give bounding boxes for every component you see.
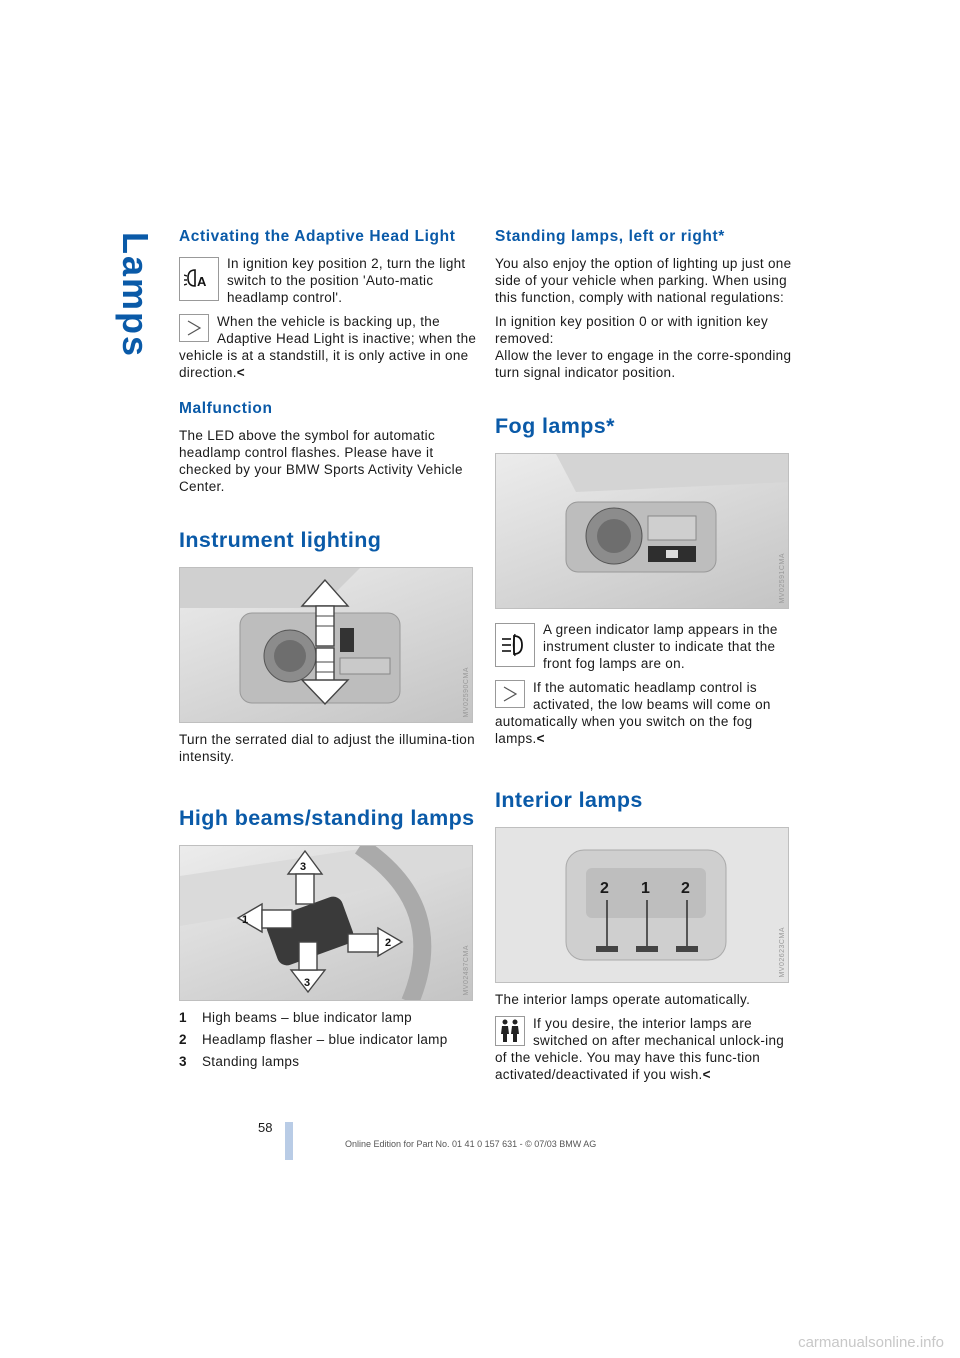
image-label: 2 xyxy=(681,880,690,897)
list-item: 3 Standing lamps xyxy=(179,1054,300,1069)
standing-text-1: You also enjoy the option of lighting up just one side of your vehicle when parking. When using this function, comply with national regulations: xyxy=(495,256,792,305)
adaptive-heading: Activating the Adaptive Head Light xyxy=(179,228,456,245)
svg-text:A: A xyxy=(197,274,207,289)
high-beams-list xyxy=(179,1009,477,1070)
end-mark: < xyxy=(236,365,245,380)
page-bar xyxy=(285,1122,293,1160)
arrow-label-3-top: 3 xyxy=(300,861,307,873)
side-tab xyxy=(112,232,156,359)
end-mark: < xyxy=(536,731,545,746)
malfunction-text: The LED above the symbol for automatic headlamp control flashes. Please have it checked by your BMW Sports Activity Vehicle Center. xyxy=(179,428,463,494)
fog-note: If the automatic headlamp control is activated, the low beams will come on automatically when you switch on the fog lamps. xyxy=(495,680,771,746)
left-column xyxy=(179,228,477,1075)
fog-lamp-icon xyxy=(495,623,535,667)
instrument-lighting-image xyxy=(179,567,473,723)
high-beams-section xyxy=(179,806,477,1070)
standing-heading: Standing lamps, left or right* xyxy=(495,228,725,245)
note-icon xyxy=(179,314,209,342)
interior-note: If you desire, the interior lamps are switched on after mechanical unlock-ing of the vehicle. You may have this func-tion activated/deactivated if you wish. xyxy=(495,1016,785,1082)
fog-text: A green indicator lamp appears in the instrument cluster to indicate that the front fog lamps are on. xyxy=(543,622,778,671)
watermark: carmanualsonline.info xyxy=(798,1334,944,1351)
malfunction-section xyxy=(179,400,477,495)
fog-lamps-image xyxy=(495,453,789,609)
image-code: MV02623CMA xyxy=(779,927,786,978)
instrument-section xyxy=(179,528,477,765)
arrow-label-1: 1 xyxy=(242,914,249,926)
adaptive-text: In ignition key position 2, turn the light switch to the position 'Auto-matic headlamp control'. xyxy=(227,256,466,305)
interior-section xyxy=(495,788,793,1083)
interior-heading: Interior lamps xyxy=(495,788,643,812)
image-label: 2 xyxy=(600,880,609,897)
arrow-label-2: 2 xyxy=(385,937,392,949)
malfunction-heading: Malfunction xyxy=(179,400,273,417)
instrument-text: Turn the serrated dial to adjust the illumina-tion intensity. xyxy=(179,732,475,764)
adaptive-note: When the vehicle is backing up, the Adaptive Head Light is inactive; when the vehicle is at a standstill, it is only active in one direction. xyxy=(179,314,477,380)
interior-text: The interior lamps operate automatically. xyxy=(495,992,751,1007)
high-beams-image xyxy=(179,845,473,1001)
standing-text-3: Allow the lever to engage in the corre-sponding turn signal indicator position. xyxy=(495,348,792,380)
standing-text-2: In ignition key position 0 or with ignition key removed: xyxy=(495,314,768,346)
right-column xyxy=(495,228,793,1090)
note-icon xyxy=(495,680,525,708)
list-item: 1 High beams – blue indicator lamp xyxy=(179,1010,412,1025)
interior-lamps-image xyxy=(495,827,789,983)
page-number: 58 xyxy=(258,1120,273,1135)
fog-heading: Fog lamps* xyxy=(495,414,615,438)
standing-section xyxy=(495,228,793,381)
end-mark: < xyxy=(702,1067,711,1082)
side-tab-label: Lamps xyxy=(115,232,156,359)
auto-headlamp-icon xyxy=(179,257,219,301)
adaptive-section xyxy=(179,228,477,388)
people-icon xyxy=(495,1016,525,1046)
image-code: MV02591CMA xyxy=(779,553,786,604)
fog-section xyxy=(495,414,793,754)
instrument-heading: Instrument lighting xyxy=(179,528,382,552)
image-label: 1 xyxy=(641,880,650,897)
high-beams-heading: High beams/standing lamps xyxy=(179,806,475,830)
footer-text: Online Edition for Part No. 01 41 0 157 631 - © 07/03 BMW AG xyxy=(345,1139,597,1149)
arrow-label-3-bottom: 3 xyxy=(304,977,311,989)
image-code: MV02487CMA xyxy=(463,945,470,996)
image-code: MV02590CMA xyxy=(463,667,470,718)
list-item: 2 Headlamp flasher – blue indicator lamp xyxy=(179,1032,448,1047)
